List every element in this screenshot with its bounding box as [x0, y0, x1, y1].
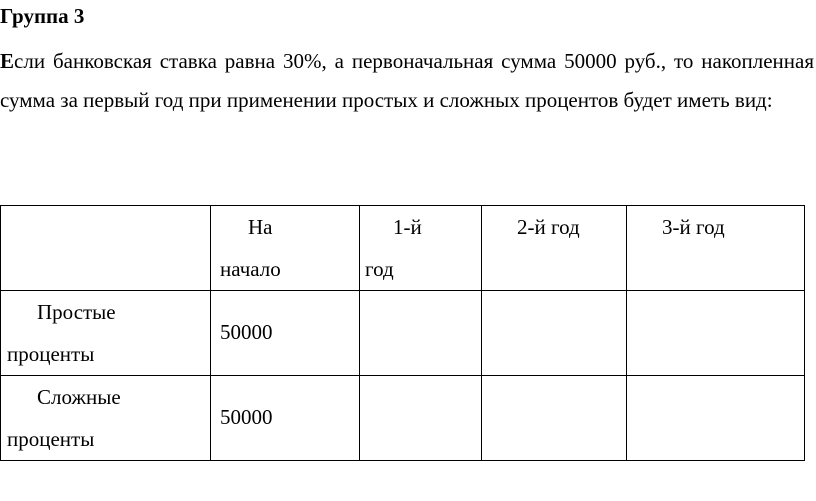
- header-cell-year2: [482, 206, 627, 291]
- row-simple-label-line2: проценты: [7, 342, 95, 366]
- header-year1-line2: год: [365, 257, 394, 281]
- row-compound-label-line1: Сложные: [37, 385, 121, 409]
- problem-statement: [0, 42, 814, 119]
- header-start-line2: начало: [220, 257, 281, 281]
- header-cell-year3: [627, 206, 805, 291]
- interest-table: [0, 205, 805, 461]
- header-year2-label: 2-й год: [517, 215, 580, 239]
- row-compound-year2-cell: [482, 376, 627, 461]
- row-simple-start-value: 50000: [220, 320, 273, 344]
- table-row-simple: [1, 291, 805, 376]
- row-simple-year3-cell: [627, 291, 805, 376]
- header-start-line1: На: [248, 215, 273, 239]
- header-year3-label: 3-й год: [662, 215, 725, 239]
- row-label-compound: [1, 376, 211, 461]
- row-compound-label-line2: проценты: [7, 427, 95, 451]
- row-label-simple: [1, 291, 211, 376]
- row-compound-start-cell: [211, 376, 360, 461]
- row-compound-year1-cell: [360, 376, 482, 461]
- header-cell-start: [211, 206, 360, 291]
- lead-letter: Е: [0, 49, 15, 73]
- row-compound-year3-cell: [627, 376, 805, 461]
- row-simple-start-cell: [211, 291, 360, 376]
- row-simple-label-line1: Простые: [37, 300, 116, 324]
- header-corner-cell: [1, 206, 211, 291]
- header-cell-year1: [360, 206, 482, 291]
- row-compound-start-value: 50000: [220, 405, 273, 429]
- row-simple-year1-cell: [360, 291, 482, 376]
- problem-text: сли банковская ставка равна 30%, а первоначальная сумма 50000 руб., то накопленная сумма за первый год при применении простых и сложных процентов будет иметь вид:: [0, 49, 814, 112]
- header-year1-line1: 1-й: [393, 215, 422, 239]
- table-header-row: [1, 206, 805, 291]
- section-heading: Группа 3: [0, 4, 85, 28]
- row-simple-year2-cell: [482, 291, 627, 376]
- table-row-compound: [1, 376, 805, 461]
